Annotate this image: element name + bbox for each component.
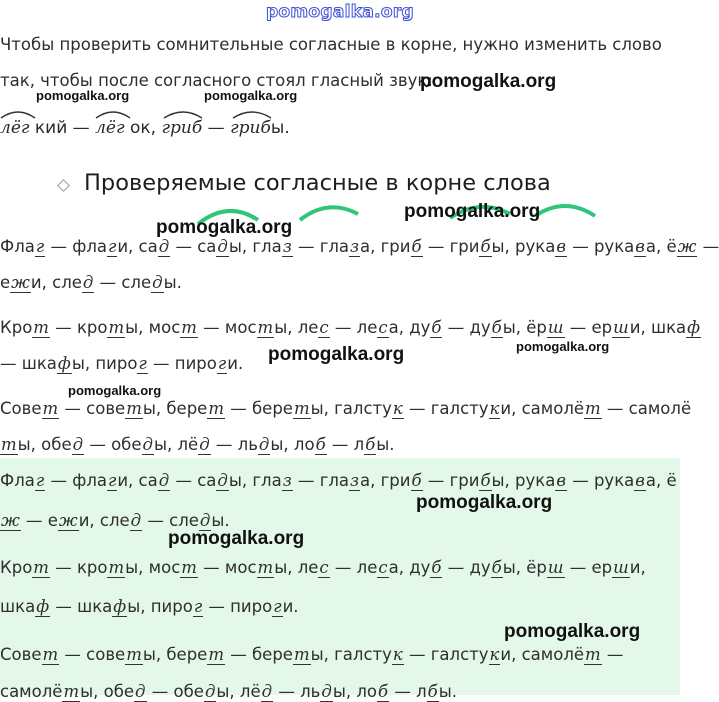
checked-consonant: д xyxy=(158,237,170,256)
checked-consonant: д xyxy=(82,273,94,292)
checked-consonant: т xyxy=(42,645,59,664)
checked-consonant: д xyxy=(204,682,216,701)
checked-consonant: ш xyxy=(547,558,564,577)
checked-consonant: т xyxy=(208,399,224,418)
checked-consonant: т xyxy=(1,435,17,454)
checked-consonant: б xyxy=(411,471,422,490)
checked-consonant: г xyxy=(35,471,45,490)
checked-consonant: т xyxy=(33,318,49,337)
example-text: ок, xyxy=(129,118,157,138)
checked-consonant: ш xyxy=(613,318,629,337)
checked-consonant: т xyxy=(126,399,142,418)
word-line: шкаф — шкафы, пирог — пироги. xyxy=(0,597,299,616)
checked-consonant: т xyxy=(181,558,197,577)
checked-consonant: т xyxy=(585,645,601,664)
checked-consonant: т xyxy=(42,399,59,418)
watermark: pomogalka.org xyxy=(404,201,541,222)
checked-consonant: б xyxy=(427,682,438,701)
root-arc-icon xyxy=(163,109,203,119)
example-word: лёг xyxy=(0,118,30,138)
checked-consonant: ш xyxy=(613,558,629,577)
checked-consonant: с xyxy=(378,558,388,577)
checked-consonant: б xyxy=(491,558,502,577)
checked-consonant: з xyxy=(282,237,292,256)
checked-consonant: д xyxy=(261,682,273,701)
root-arc-icon xyxy=(232,109,272,119)
example-word: гриб xyxy=(230,118,271,138)
checked-consonant: ж xyxy=(677,237,697,256)
checked-consonant: т xyxy=(257,318,274,337)
checked-consonant: д xyxy=(199,511,211,530)
checked-consonant: д xyxy=(258,435,270,454)
root-arc-icon xyxy=(95,109,131,119)
checked-consonant: т xyxy=(63,682,80,701)
checked-consonant: з xyxy=(350,471,360,490)
checked-consonant: т xyxy=(181,318,197,337)
watermark: pomogalka.org xyxy=(504,621,641,642)
checked-consonant: т xyxy=(208,645,224,664)
intro-line-1: Чтобы проверить сомнительные согласные в корне, нужно изменить слово xyxy=(0,35,662,54)
word-line: Совет — советы, берет — береты, галстук — галстуки, самолёт — самолё xyxy=(0,399,692,418)
checked-consonant: г xyxy=(107,471,117,490)
word-line: ж — ежи, след — следы. xyxy=(1,511,230,530)
checked-consonant: д xyxy=(142,435,153,454)
checked-consonant: с xyxy=(378,318,388,337)
watermark: pomogalka.org xyxy=(36,88,130,103)
checked-consonant: т xyxy=(108,318,125,337)
checked-consonant: г xyxy=(217,354,227,373)
example-text: кий — xyxy=(34,118,90,138)
checked-consonant: ф xyxy=(687,318,701,337)
word-line: Крот — кроты, мост — мосты, лес — леса, дуб — дубы, ёрш — ерши, шкаф xyxy=(0,318,701,337)
checked-consonant: д xyxy=(217,471,228,490)
checked-consonant: т xyxy=(126,645,142,664)
checked-consonant: т xyxy=(257,558,274,577)
example-word: гриб xyxy=(161,118,203,138)
word-line: Флаг — флаги, сад — сады, глаз — глаза, гриб — грибы, рукав — рукава, ёж — xyxy=(0,237,719,256)
checked-consonant: д xyxy=(199,435,210,454)
checked-consonant: ш xyxy=(547,318,564,337)
word-line: Флаг — флаги, сад — сады, глаз — глаза, гриб — грибы, рукав — рукава, ё xyxy=(0,471,677,490)
word-line: ты, обед — обеды, лёд — льды, лоб — лбы. xyxy=(1,435,395,454)
watermark: pomogalka.org xyxy=(168,528,305,549)
word-line: самолёты, обед — обеды, лёд — льды, лоб — лбы. xyxy=(0,682,457,701)
checked-consonant: з xyxy=(282,471,292,490)
checked-consonant: к xyxy=(489,645,500,664)
checked-consonant: ж xyxy=(11,273,30,292)
watermark: pomogalka.org xyxy=(204,88,298,103)
checked-consonant: г xyxy=(273,597,282,616)
intro-line-2: так, чтобы после согласного стоял гласный звук: xyxy=(0,71,433,90)
checked-consonant: к xyxy=(489,399,500,418)
checked-consonant: в xyxy=(635,237,645,256)
section-heading: Проверяемые согласные в корне слова xyxy=(84,170,551,196)
checked-consonant: в xyxy=(556,237,566,256)
checked-consonant: д xyxy=(72,435,84,454)
checked-consonant: к xyxy=(392,399,403,418)
checked-consonant: д xyxy=(135,682,146,701)
example-word: лёг xyxy=(95,118,125,138)
checked-consonant: в xyxy=(556,471,566,490)
checked-consonant: д xyxy=(130,511,142,530)
word-line: — шкафы, пирог — пироги. xyxy=(0,354,244,373)
watermark: pomogalka.org xyxy=(68,383,162,398)
checked-consonant: ж xyxy=(58,511,78,530)
checked-consonant: д xyxy=(321,682,332,701)
watermark: pomogalka.org xyxy=(516,339,610,354)
watermark-top: pomogalka.org xyxy=(265,2,415,22)
checked-consonant: г xyxy=(193,597,203,616)
checked-consonant: т xyxy=(585,399,601,418)
checked-consonant: к xyxy=(392,645,403,664)
checked-consonant: ж xyxy=(1,511,20,530)
example-text: ы. xyxy=(270,118,290,138)
checked-consonant: б xyxy=(491,318,502,337)
watermark: pomogalka.org xyxy=(268,344,405,365)
word-line: Совет — советы, берет — береты, галстук — галстуки, самолёт — xyxy=(0,645,624,664)
checked-consonant: б xyxy=(431,318,442,337)
checked-consonant: д xyxy=(158,471,170,490)
checked-consonant: с xyxy=(319,318,329,337)
watermark: pomogalka.org xyxy=(416,492,553,513)
word-line: ежи, след — следы. xyxy=(0,273,182,292)
checked-consonant: д xyxy=(217,237,228,256)
checked-consonant: г xyxy=(35,237,45,256)
checked-consonant: г xyxy=(107,237,117,256)
checked-consonant: з xyxy=(350,237,360,256)
checked-consonant: ф xyxy=(36,597,50,616)
checked-consonant: т xyxy=(293,399,310,418)
checked-consonant: ф xyxy=(57,354,71,373)
checked-consonant: б xyxy=(480,237,491,256)
checked-consonant: т xyxy=(108,558,125,577)
checked-consonant: б xyxy=(315,435,326,454)
checked-consonant: в xyxy=(635,471,645,490)
checked-consonant: т xyxy=(33,558,49,577)
checked-consonant: б xyxy=(480,471,491,490)
checked-consonant: т xyxy=(293,645,310,664)
watermark: pomogalka.org xyxy=(420,71,557,92)
checked-consonant: г xyxy=(138,354,147,373)
checked-consonant: б xyxy=(431,558,442,577)
checked-consonant: б xyxy=(411,237,422,256)
checked-consonant: ф xyxy=(113,597,127,616)
checked-consonant: д xyxy=(152,273,163,292)
checked-consonant: с xyxy=(319,558,329,577)
diamond-icon xyxy=(57,179,70,192)
root-arc-icon xyxy=(0,109,36,119)
example-text: — xyxy=(207,118,225,138)
checked-consonant: б xyxy=(365,435,376,454)
example-line xyxy=(0,118,290,138)
watermark: pomogalka.org xyxy=(156,217,293,238)
word-line: Крот — кроты, мост — мосты, лес — леса, дуб — дубы, ёрш — ерши, xyxy=(0,558,646,577)
checked-consonant: б xyxy=(378,682,389,701)
